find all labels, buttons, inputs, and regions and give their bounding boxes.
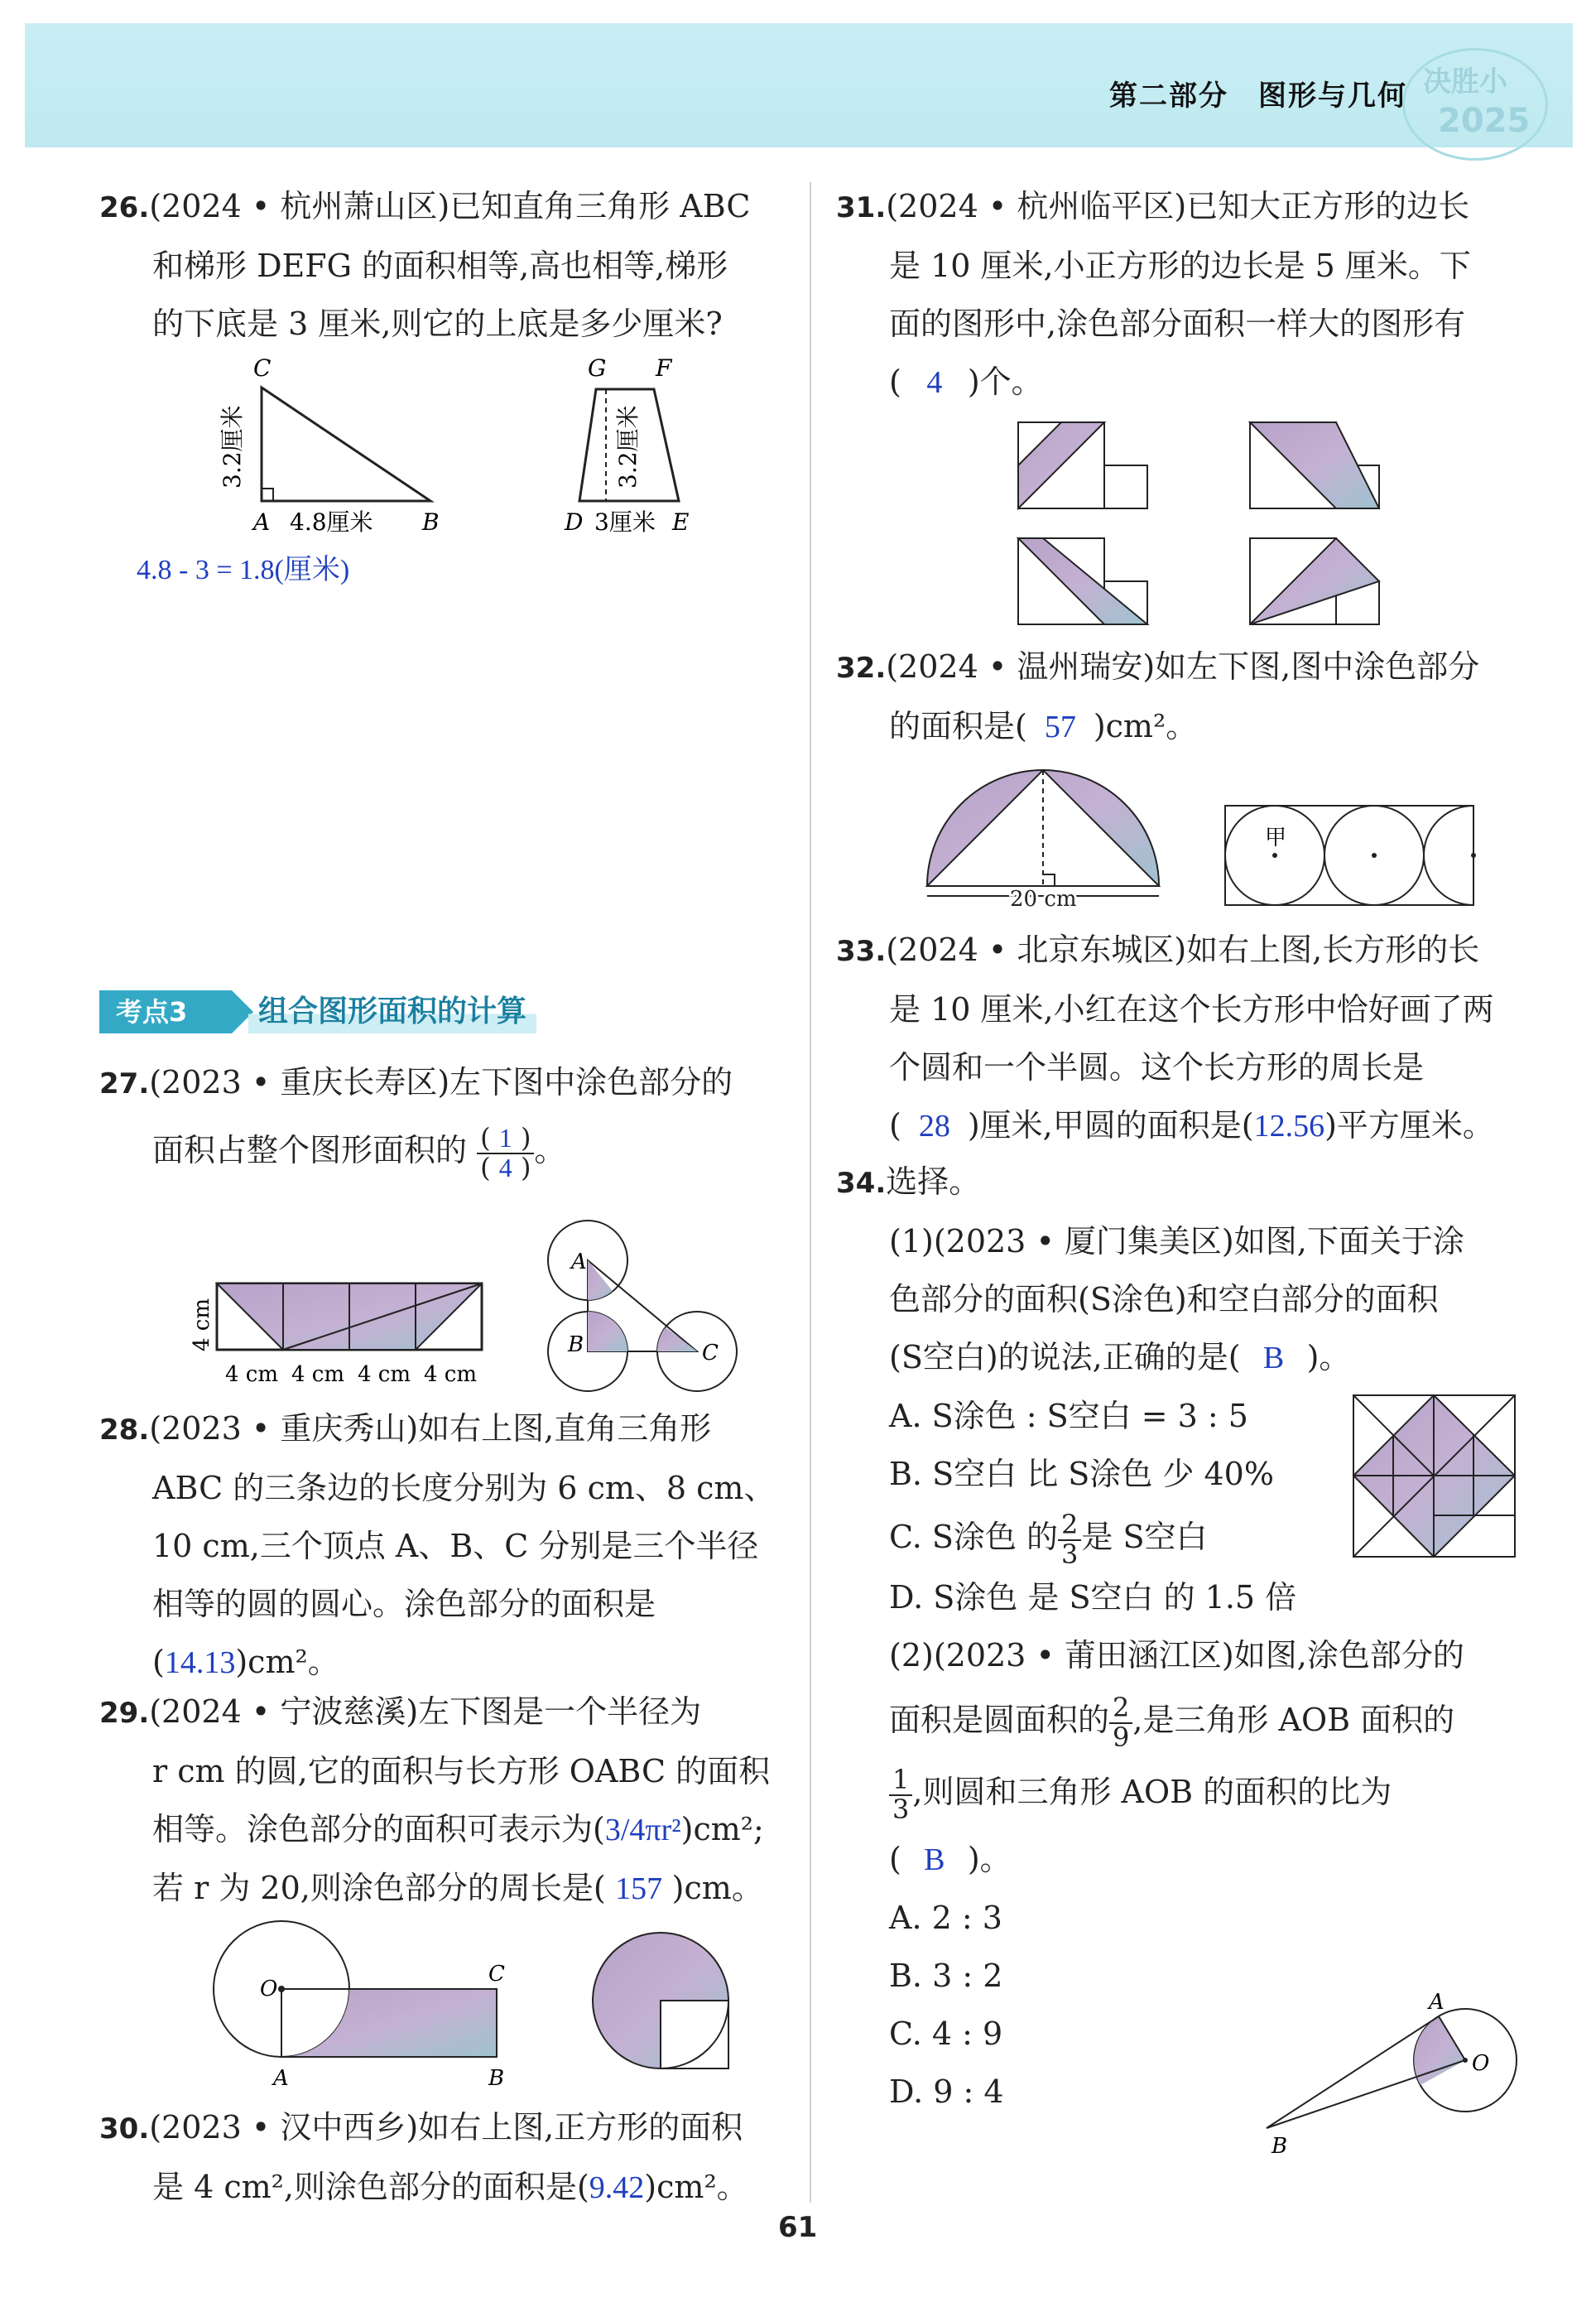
question-number: 30. [99,2112,150,2145]
sub-question-source: (2)(2023 • 莆田涵江区) [889,1637,1234,1674]
q26-answer: 4.8 - 3 = 1.8(厘米) [137,555,350,585]
question-text: 左下图是一个半径为 [418,1693,702,1730]
option2-c[interactable]: C. 4 : 9 [889,2015,1003,2053]
answer-numerator: 1 [498,1122,512,1153]
vertex-label-b: B [568,1332,584,1357]
option2-d[interactable]: D. 9 : 4 [889,2073,1004,2111]
question-source: (2024 • 温州瑞安) [886,648,1156,685]
q32-q33-figures [919,754,1482,911]
option2-a[interactable]: A. 2 : 3 [889,1900,1002,1937]
stamp-year: 2025 [1438,102,1531,140]
question-source: (2024 • 宁波慈溪) [149,1693,419,1730]
center-point [1463,2058,1468,2063]
label-b: B [1272,2134,1288,2159]
question-text: 的下底是 3 厘米,则它的上底是多少厘米? [152,306,723,342]
center-point [278,1986,285,1992]
question-source: (2024 • 北京东城区) [886,932,1187,968]
question-text: )cm²。 [1093,708,1198,744]
question-29 [99,1683,786,1918]
rectangle [1225,806,1473,905]
q31-figures [1010,414,1407,629]
question-number: 33. [836,935,887,968]
vertex-label-a: A [253,508,271,536]
option-c-text: C. S涂色 的 [889,1519,1058,1555]
label-b: B [488,2066,505,2091]
column-divider [810,182,811,2203]
question-text: 如右上图,正方形的面积 [418,2109,743,2145]
fraction-2-9 [1109,1694,1132,1751]
option-d[interactable]: D. S涂色 是 S空白 的 1.5 倍 [889,1579,1297,1616]
center-point [1471,853,1476,858]
label-a: A [273,2066,289,2091]
vertex-label-c: C [253,356,272,382]
question-source: (2023 • 汉中西乡) [149,2109,419,2145]
base-label: 4.8厘米 [290,508,373,536]
question-text: 是 10 厘米,小红在这个长方形中恰好画了两 [889,991,1494,1028]
shaded-sector-c [657,1327,697,1351]
section-title: 组合图形面积的计算 [248,990,536,1033]
unit-text: cm²。 [248,1644,339,1680]
question-text: 面积占整个图形面积的 [152,1132,468,1168]
question-text: 面积是圆面积的 [889,1702,1110,1739]
shaded-sector-b [588,1312,627,1351]
fraction-1-3 [889,1766,912,1823]
question-text: )。 [1306,1339,1351,1375]
height-label: 4 cm [190,1298,214,1351]
question-text: ,则圆和三角形 AOB 的面积的比为 [912,1774,1392,1811]
question-text: 如图,涂色部分的 [1233,1637,1464,1674]
question-source: (2023 • 重庆长寿区) [149,1064,450,1100]
q34-2-answer: B [924,1842,945,1878]
question-text: 色部分的面积(S涂色)和空白部分的面积 [889,1281,1439,1317]
fraction-denominator: 3 [892,1793,910,1825]
brand-stamp [1402,48,1548,161]
option-a[interactable]: A. S涂色 : S空白 = 3 : 5 [889,1398,1248,1434]
question-text: 左下图中涂色部分的 [449,1064,733,1100]
q30-answer: 9.42 [589,2170,645,2205]
q32-answer: 57 [1044,710,1076,744]
question-number: 31. [836,191,887,224]
question-text: )平方厘米。 [1324,1107,1494,1144]
q29-answer-expression: 3/4πr² [604,1813,681,1847]
diameter-label: 20 cm [1010,887,1077,911]
width-label: 4 cm [424,1362,478,1387]
stamp-text: 决胜小 [1423,65,1507,99]
question-number: 26. [99,191,150,224]
option2-b[interactable]: B. 3 : 2 [889,1958,1003,1995]
question-text: )个。 [967,364,1043,400]
sub-question-source: (1)(2023 • 厦门集美区) [889,1223,1234,1259]
header-title: 第二部分 图形与几何 [1109,79,1407,113]
question-text: 是 10 厘米,小正方形的边长是 5 厘米。下 [889,248,1471,284]
question-31: 31.(2024 • 杭州临平区)已知大正方形的边长 是 10 厘米,小正方形的边长是 5 厘米。下 面的图形中,涂色部分面积一样大的图形有 ( 4 )个。 [836,177,1523,412]
question-text: 选择。 [886,1163,981,1200]
vertex-label-g: G [588,356,607,382]
vertex-label-b: B [422,508,440,536]
fraction-denominator: 3 [1061,1538,1079,1570]
question-34: 34.选择。 (1)(2023 • 厦门集美区)如图,下面关于涂 色部分的面积(S涂色)和空白部分的面积 (S空白)的说法,正确的是( B )。 A. S涂色 : S空白 = 3 : 5 B. S空白 比 S涂色 少 40% C. S涂色 的 $\frac{2}{3}$ 是 S空白 D. S涂色 是 S空白 的 1.5 倍 (2)(2023 • 莆田涵江区)如图,涂色部分的 面积是圆面积的 $\frac{2}{9}$ ,是三角形 AOB 面积的 $\frac{1}{3}$ ,则圆和三角形 AOB 的面积的比为 ( B )。 A. 2 : 3 B. 3 : 2 C. 4 : 9 D. 9 : 4 [836,1153,1565,2121]
figure-3 [1018,538,1147,624]
square [661,2001,728,2068]
question-text: 若 r 为 20,则涂色部分的周长是( [152,1870,606,1906]
q34-1-figure [1349,1391,1523,1565]
question-number: 27. [99,1067,150,1100]
label-jia: 甲 [1265,826,1287,850]
page-number: 61 [778,2211,818,2244]
question-source: (2023 • 重庆秀山) [149,1410,419,1447]
question-text: 相等的圆的圆心。涂色部分的面积是 [152,1586,656,1622]
question-32 [836,638,1523,756]
question-26 [99,177,786,353]
page-header [25,23,1573,147]
q34-1-answer: B [1262,1341,1285,1375]
q28-answer: 14.13 [164,1645,236,1680]
question-text: 个圆和一个半圆。这个长方形的周长是 [889,1049,1425,1086]
question-28: 28.(2023 • 重庆秀山)如右上图,直角三角形 ABC 的三条边的长度分别为 6 cm、8 cm、 10 cm,三个顶点 A、B、C 分别是三个半径 相等的圆的圆心。涂色部分的面积是 (14.13)cm²。 [99,1399,786,1692]
question-text: ABC 的三条边的长度分别为 6 cm、8 cm、 [152,1470,776,1506]
question-number: 29. [99,1697,150,1730]
section-badge: 考点3 [99,990,232,1033]
question-text: )厘米,甲圆的面积是( [967,1107,1254,1144]
width-label: 4 cm [358,1362,411,1387]
vertex-label-a: A [571,1250,587,1274]
section-heading [99,985,563,1038]
label-c: C [488,1962,505,1987]
figure-2 [1250,422,1379,508]
height-label: 3.2厘米 [219,405,246,489]
q33-answer-area: 12.56 [1253,1109,1325,1144]
vertex-label-c: C [702,1341,719,1365]
option-b[interactable]: B. S空白 比 S涂色 少 40% [889,1456,1274,1492]
q29-answer-perimeter: 157 [615,1871,663,1906]
question-text: 如右上图,直角三角形 [418,1410,712,1447]
question-text: 和梯形 DEFG 的面积相等,高也相等,梯形 [152,248,728,284]
question-27: 27.(2023 • 重庆长寿区)左下图中涂色部分的 面积占整个图形面积的 $\frac{( 1 )}{( 4 )}$ 。 [99,1064,733,1183]
q27-q28-figures [182,1217,762,1399]
fraction-numerator: 2 [1109,1694,1132,1724]
question-text: ,是三角形 AOB 面积的 [1132,1702,1455,1739]
question-text: 已知直角三角形 ABC [449,188,751,224]
question-text: )cm²; [680,1811,764,1847]
label-a: A [1429,1990,1445,2015]
question-text: 相等。涂色部分的面积可表示为( [152,1811,605,1847]
fraction-numerator: 2 [1058,1511,1081,1541]
figure-1 [1018,422,1147,508]
answer-denominator: 4 [498,1152,512,1182]
q33-answer-perimeter: 28 [918,1109,950,1144]
question-number: 32. [836,652,887,685]
shaded-rectangle-part [281,1989,497,2057]
q34-2-figure [1258,1987,1531,2161]
fraction-denominator: 9 [1113,1721,1130,1753]
center-point [1272,853,1277,858]
question-text: 面的图形中,涂色部分面积一样大的图形有 [889,306,1466,342]
answer-fraction: $\frac{( 1 )}{( 4 )}$ [477,1125,534,1182]
question-text: 如图,下面关于涂 [1233,1223,1464,1259]
width-label: 4 cm [291,1362,345,1387]
question-number: 34. [836,1167,887,1200]
width-label: 4 cm [225,1362,279,1387]
question-text: 是 4 cm²,则涂色部分的面积是( [152,2169,589,2205]
question-text: 如左下图,图中涂色部分 [1155,648,1480,685]
q26-figure [207,356,720,538]
trapezoid-height-label: 3.2厘米 [614,405,642,489]
question-text: 已知大正方形的边长 [1186,188,1470,224]
label-o: O [260,1977,278,2001]
question-text: r cm 的圆,它的面积与长方形 OABC 的面积 [152,1753,771,1789]
center-point [1372,853,1377,858]
q29-q30-figures [207,1913,745,2095]
figure-4 [1250,538,1379,624]
question-source: (2024 • 杭州萧山区) [149,188,450,224]
question-text: )cm。 [671,1870,763,1906]
right-angle-mark [262,489,273,501]
fraction-numerator: 1 [889,1766,912,1796]
right-triangle-abc [262,388,430,501]
vertex-label-e: E [672,508,690,536]
trapezoid-base-label: 3厘米 [594,508,656,536]
question-30 [99,2098,786,2217]
question-text: 如右上图,长方形的长 [1186,932,1480,968]
question-text: )cm²。 [644,2169,748,2205]
label-o: O [1472,2051,1490,2076]
half-circle [1424,806,1473,905]
option-c-text: 是 S空白 [1081,1519,1208,1555]
option-c-fraction [1058,1508,1081,1570]
question-text: (S空白)的说法,正确的是( [889,1339,1241,1375]
q31-answer: 4 [926,365,943,400]
vertex-label-d: D [565,508,584,536]
question-text: 的面积是( [889,708,1027,744]
question-33: 33.(2024 • 北京东城区)如右上图,长方形的长 是 10 厘米,小红在这个长方形中恰好画了两 个圆和一个半圆。这个长方形的周长是 ( 28 )厘米,甲圆的面积是(12.56)平方厘米。 [836,921,1523,1155]
question-number: 28. [99,1413,150,1447]
question-text: 10 cm,三个顶点 A、B、C 分别是三个半径 [152,1528,759,1564]
question-source: (2024 • 杭州临平区) [886,188,1187,224]
vertex-label-f: F [656,356,672,382]
